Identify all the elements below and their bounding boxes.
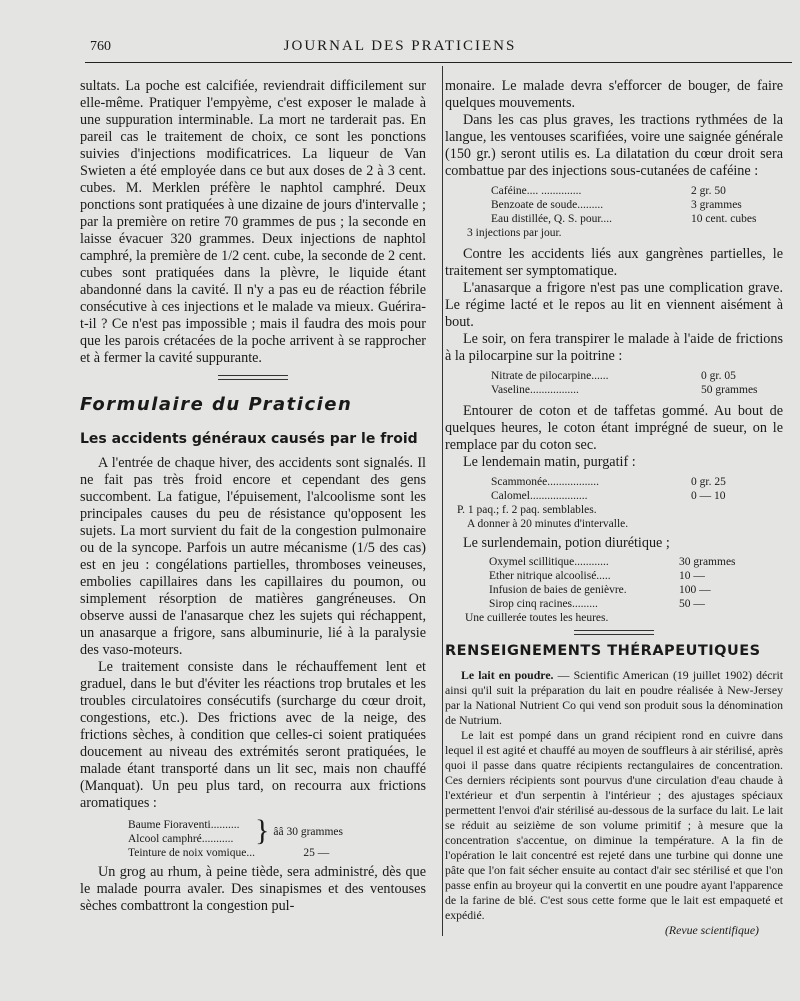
paragraph: Le soir, on fera transpirer le malade à l'aide de frictions à la pilocarpine sur la poitrine : bbox=[445, 331, 783, 364]
rx-quantity: 0 — 10 bbox=[691, 490, 726, 502]
paragraph: Dans les cas plus graves, les tractions rythmées de la langue, les ventouses scarifiées, voire une saignée générale (150 gr.) seront utilis es. La dilatation du cœur droit sera combattue par des injections sous-cutanées de caféine : bbox=[445, 112, 783, 179]
prescription-table bbox=[128, 814, 343, 860]
rx-ingredient: Baume Fioraventi.......... bbox=[128, 819, 240, 831]
rx-ingredient: Vaseline................. bbox=[491, 384, 579, 396]
rx-quantity: 25 — bbox=[303, 847, 330, 859]
rx-quantity: 2 gr. 50 bbox=[691, 185, 726, 197]
brace-icon: } bbox=[254, 814, 270, 847]
rx-note: 3 injections par jour. bbox=[467, 227, 562, 239]
header-rule bbox=[85, 62, 792, 63]
rx-ingredient: Benzoate de soude......... bbox=[491, 199, 604, 211]
page-number: 760 bbox=[90, 39, 111, 54]
rx-note: A donner à 20 minutes d'intervalle. bbox=[467, 518, 629, 530]
prescription-table bbox=[491, 184, 756, 226]
rx-quantity: 100 — bbox=[679, 584, 711, 596]
column-divider bbox=[442, 66, 443, 936]
paragraph: Un grog au rhum, à peine tiède, sera administré, dès que le malade pourra avaler. Des sinapismes et des ventouses sèches combattront la congestion pul- bbox=[80, 864, 426, 914]
rx-quantity: 10 cent. cubes bbox=[691, 213, 757, 225]
rx-ingredient: Eau distillée, Q. S. pour.... bbox=[491, 213, 613, 225]
paragraph: A l'entrée de chaque hiver, des accidents sont signalés. Il ne fait pas très froid encore et cependant des gens succombent. La fatigue, l'épuisement, l'alcoolisme sont les principales causes du peu de résistance qu'opposent les sujets. La mort survient du fait de la congestion pulmonaire ou de la syncope. Parfois un autre mécanisme (1/5 des cas) est en jeu : congélations partielles, thromboses veineuses, embolies capillaires dans les capillaires du poumon, ou simplement résorption de matières gangréneuses. On observe aussi de l'anasarque chez les sujets qui réchappent, un anasarque a frigore, sans albuminurie, lié à la paralysie des vaso-moteurs. bbox=[80, 455, 426, 658]
rx-note: Une cuillerée toutes les heures. bbox=[465, 612, 609, 624]
rx-ingredient: Calomel.................... bbox=[491, 490, 588, 502]
prescription-table bbox=[491, 475, 726, 503]
paragraph: Le lendemain matin, purgatif : bbox=[463, 454, 636, 470]
rx-ingredient: Teinture de noix vomique... bbox=[128, 847, 255, 859]
paragraph: — Scientific American (19 juillet 1902) décrit ainsi qu'il suit la préparation du lait en poudre réalisée à New-Jersey par la National Nutrient Co qui vend son produit sous la dénomination de Nutrium. bbox=[445, 668, 784, 727]
rx-ingredient: Infusion de baies de genièvre. bbox=[489, 584, 627, 596]
rx-ingredient: Sirop cinq racines......... bbox=[489, 598, 598, 610]
paragraph: sultats. La poche est calcifiée, reviendrait difficilement sur elle-même. Pratiquer l'empyème, c'est exposer le malade à une suppuration interminable. La mort ne tarderait pas. En pareil cas le traitement de choix, ce sont les ponctions suivies d'injections modificatrices. La liqueur de Van Swieten a été employée dans ce but aux doses de 2 à 3 cent. cubes. M. Merklen préfère le naphtol camphré. Deux ponctions sont pratiquées à une dizaine de jours d'intervalle ; par la première on retire 70 grammes de pus ; la seconde en laisse évacuer 320 grammes. Deux injections de naphtol camphré, la première de 1/2 cent. cube, la seconde de 2 cent. cubes sont pratiquées dans la plèvre, le liquide étant abandonné dans la cavité. Il n'y a pas eu de réaction fébrile consécutive à ces injections et le malade va mieux. Guérira-t-il ? Ce n'est pas impossible ; mais il faudra des mois pour que les parois crétacées de la poche arrivent à se rapprocher et à fermer la cavité suppurante. bbox=[80, 78, 426, 366]
article-lead: Le lait en poudre. bbox=[461, 668, 554, 682]
paragraph: Contre les accidents liés aux gangrènes partielles, le traitement ser symptomatique. bbox=[445, 246, 783, 279]
paragraph: Le surlendemain, potion diurétique ; bbox=[463, 535, 670, 551]
right-column bbox=[445, 78, 783, 938]
rx-quantity: 3 grammes bbox=[691, 199, 742, 211]
rx-note: P. 1 paq.; f. 2 paq. semblables. bbox=[457, 504, 597, 516]
section-title: Formulaire du Praticien bbox=[80, 394, 353, 415]
rx-quantity: 50 grammes bbox=[701, 384, 758, 396]
rx-quantity: 10 — bbox=[679, 570, 705, 582]
prescription-table bbox=[491, 369, 758, 397]
rx-quantity: 50 — bbox=[679, 598, 705, 610]
prescription-table bbox=[489, 555, 736, 611]
rx-ingredient: Scammonée.................. bbox=[491, 476, 599, 488]
rx-ingredient: Nitrate de pilocarpine...... bbox=[491, 370, 609, 382]
source-citation: (Revue scientifique) bbox=[664, 923, 759, 937]
rx-ingredient: Caféine.... .............. bbox=[491, 185, 582, 197]
rx-ingredient: Alcool camphré........... bbox=[128, 833, 234, 845]
renseignements-body bbox=[445, 668, 783, 938]
rx-quantity: 30 grammes bbox=[679, 556, 736, 568]
paragraph: Entourer de coton et de taffetas gommé. Au bout de quelques heures, le coton étant imprégné de sueur, on le remplace par du coton sec. bbox=[445, 403, 783, 453]
rx-quantity: ââ 30 grammes bbox=[273, 826, 343, 838]
rx-ingredient: Ether nitrique alcoolisé..... bbox=[489, 570, 611, 582]
paragraph: L'anasarque a frigore n'est pas une complication grave. Le régime lacté et le repos au lit en viennent aisément à bout. bbox=[445, 280, 783, 330]
rx-quantity: 0 gr. 25 bbox=[691, 476, 726, 488]
section-title: RENSEIGNEMENTS THÉRAPEUTIQUES bbox=[445, 643, 761, 659]
paragraph: Le traitement consiste dans le réchauffement lent et graduel, dans le but d'éviter les réactions trop brutales et les troubles circulatoires consécutifs (surcharge du cœur droit, congestions, etc.). Des frictions avec de la neige, des frictions sèches, à condition que celles-ci soient pratiquées doucement au niveau des extrémités seront pratiquées, le malade étant transporté dans un lit sec, mais non chauffé (Manquat). Un peu plus tard, on recourra aux frictions aromatiques : bbox=[80, 659, 426, 811]
left-column bbox=[80, 78, 426, 915]
journal-title: JOURNAL DES PRATICIENS bbox=[283, 38, 517, 54]
article-subtitle: Les accidents généraux causés par le froid bbox=[80, 431, 418, 447]
rx-quantity: 0 gr. 05 bbox=[701, 370, 736, 382]
paragraph: Le lait est pompé dans un grand récipient rond en cuivre dans lequel il est agité et chauffé au moyen de souffleurs à air stérilisé, après quoi il passe dans quatre récipients rectangulaires de concentration. Ces derniers récipients sont pourvus d'une circulation d'eau chaude à l'extérieur et d'un serpentin à l'intérieur ; des ajustages spéciaux permettent l'envoi d'air stérilisé au-dessous de la surface du lait. Le lait se réduit au seizième de son volume primitif ; à mesure que la concentration s'accentue, on diminue la température. A la fin de l'opération le lait concentré est rejeté dans une turbine qui donne une pâte que l'on fait sécher ensuite au contact d'air sec stérilisé et que l'on passe enfin au broyeur qui la convertit en une poudre ayant l'apparence de la farine de blé. C'est sous cette forme que le lait est empaqueté et expédié. bbox=[445, 728, 783, 922]
rx-ingredient: Oxymel scillitique............ bbox=[489, 556, 609, 568]
paragraph: monaire. Le malade devra s'efforcer de bouger, de faire quelques mouvements. bbox=[445, 78, 783, 111]
